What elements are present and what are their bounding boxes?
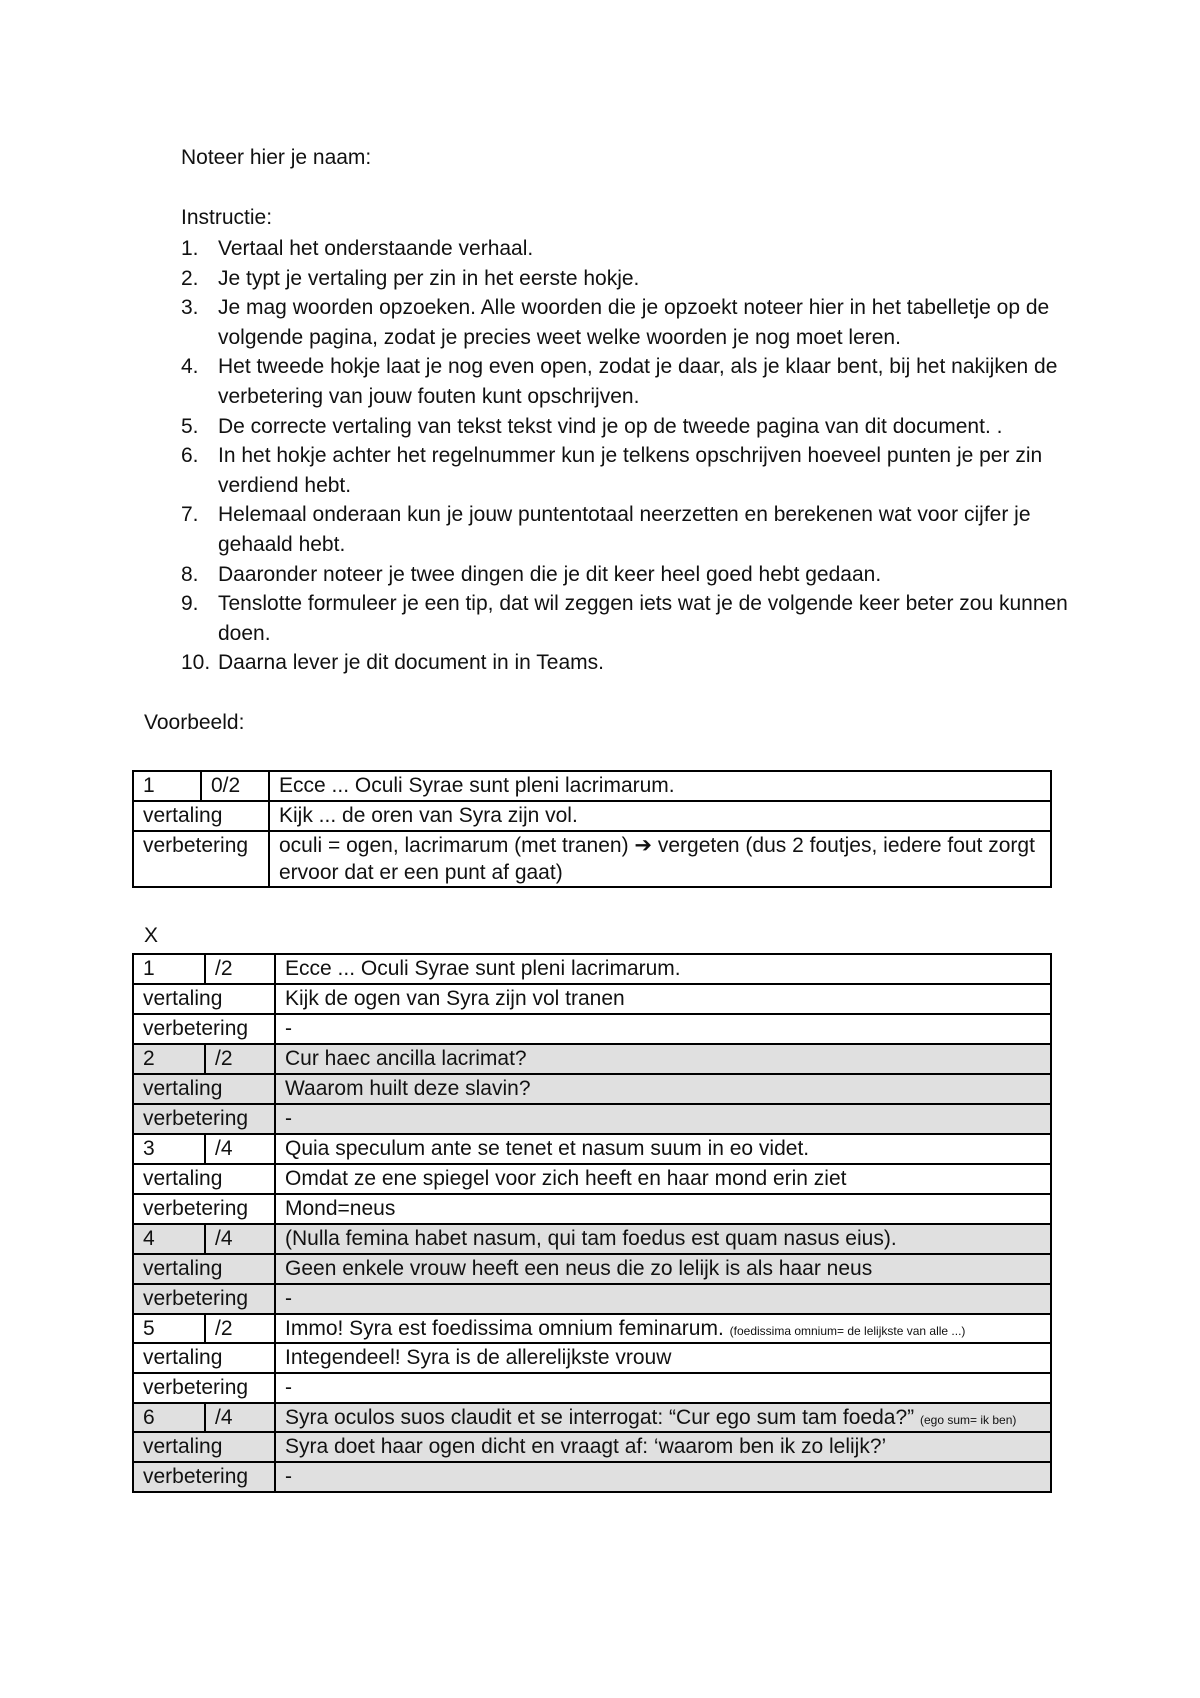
row-label: vertaling (133, 1164, 275, 1194)
latin-sentence: Ecce ... Oculi Syrae sunt pleni lacrimarum. (269, 771, 1051, 801)
list-item (181, 352, 1081, 411)
row-label: verbetering (133, 1284, 275, 1314)
latin-sentence: (Nulla femina habet nasum, qui tam foedus est quam nasus eius). (275, 1224, 1051, 1254)
item-number: 2. (181, 266, 199, 290)
item-number: 4. (181, 355, 199, 379)
sentence-number: 4 (133, 1224, 205, 1254)
item-text: Vertaal het onderstaande verhaal. (218, 237, 534, 260)
score-cell[interactable]: /2 (205, 954, 275, 984)
latin-sentence: Immo! Syra est foedissima omnium feminarum. (285, 1317, 724, 1340)
table-row (133, 1134, 1051, 1164)
table-row (133, 1462, 1051, 1492)
table-row (133, 1343, 1051, 1373)
item-text: Daarna lever je dit document in in Teams. (218, 651, 604, 675)
table-row (133, 1074, 1051, 1104)
translation-cell[interactable]: Syra doet haar ogen dicht en vraagt af: ‘waarom ben ik zo lelijk?’ (275, 1432, 1051, 1462)
table-row (133, 1044, 1051, 1074)
item-text: Het tweede hokje laat je nog even open, zodat je daar, als je klaar bent, bij het nakijken de verbetering van jouw fouten kunt opschrijven. (218, 355, 1058, 408)
correction-cell[interactable]: - (275, 1373, 1051, 1403)
table-row (133, 1403, 1051, 1432)
item-text: Je typt je vertaling per zin in het eerste hokje. (218, 266, 640, 290)
item-number: 5. (181, 414, 199, 438)
score-cell[interactable]: /2 (205, 1314, 275, 1343)
list-item (181, 560, 1081, 590)
row-label: vertaling (133, 801, 269, 831)
translation-cell[interactable]: Kijk de ogen van Syra zijn vol tranen (275, 984, 1051, 1014)
correction-cell[interactable]: Mond=neus (275, 1194, 1051, 1224)
list-item (181, 589, 1081, 648)
row-label: verbetering (133, 1462, 275, 1492)
latin-sentence-cell (275, 1403, 1051, 1432)
table-row (133, 1314, 1051, 1343)
correction-text: oculi = ogen, lacrimarum (met tranen) (279, 834, 629, 857)
latin-sentence: Cur haec ancilla lacrimat? (275, 1044, 1051, 1074)
correction-cell[interactable]: - (275, 1284, 1051, 1314)
list-item (181, 293, 1081, 352)
item-number: 10. (181, 651, 211, 675)
table-row (133, 771, 1051, 801)
sentence-number: 2 (133, 1044, 205, 1074)
example-table (132, 770, 1052, 888)
item-text: Helemaal onderaan kun je jouw puntentotaal neerzetten en berekenen wat voor cijfer je gehaald hebt. (218, 503, 1031, 556)
item-number: 9. (181, 592, 199, 616)
table-row (133, 954, 1051, 984)
list-item (181, 441, 1081, 500)
item-number: 1. (181, 237, 199, 260)
arrow-icon: ➔ (634, 834, 653, 857)
sentence-number: 3 (133, 1134, 205, 1164)
correction-text: vergeten (dus 2 foutjes, iedere fout zorgt ervoor dat er een punt af gaat) (279, 834, 1035, 884)
item-number: 6. (181, 444, 199, 468)
row-label: vertaling (133, 1343, 275, 1373)
table-row (133, 1194, 1051, 1224)
latin-sentence-cell (275, 1314, 1051, 1343)
item-text: In het hokje achter het regelnummer kun je telkens opschrijven hoeveel punten je per zin verdiend hebt. (218, 444, 1043, 497)
table-row (133, 984, 1051, 1014)
row-label: vertaling (133, 1254, 275, 1284)
table-row (133, 1224, 1051, 1254)
row-label: vertaling (133, 1432, 275, 1462)
translation-cell[interactable]: Kijk ... de oren van Syra zijn vol. (269, 801, 1051, 831)
correction-cell[interactable] (269, 831, 1051, 887)
row-label: verbetering (133, 1194, 275, 1224)
list-item (181, 648, 1081, 678)
score-cell[interactable]: /2 (205, 1044, 275, 1074)
list-item (181, 500, 1081, 559)
table-row (133, 1164, 1051, 1194)
latin-sentence: Quia speculum ante se tenet et nasum suum in eo videt. (275, 1134, 1051, 1164)
vocab-note: (foedissima omnium= de lelijkste van alle ...) (729, 1324, 966, 1338)
item-text: Je mag woorden opzoeken. Alle woorden die je opzoekt noteer hier in het tabelletje op de volgende pagina, zodat je precies weet welke woorden je nog moet leren. (218, 296, 1050, 349)
vocab-note: (ego sum= ik ben) (919, 1413, 1017, 1427)
row-label: vertaling (133, 984, 275, 1014)
translation-cell[interactable]: Omdat ze ene spiegel voor zich heeft en haar mond erin ziet (275, 1164, 1051, 1194)
item-text: Daaronder noteer je twee dingen die je dit keer heel goed hebt gedaan. (218, 562, 882, 586)
item-text: Tenslotte formuleer je een tip, dat wil zeggen iets wat je de volgende keer beter zou kunnen doen. (218, 592, 1068, 645)
name-value: X (144, 924, 159, 947)
sentence-number: 1 (133, 954, 205, 984)
latin-sentence: Ecce ... Oculi Syrae sunt pleni lacrimarum. (275, 954, 1051, 984)
item-number: 8. (181, 562, 199, 586)
list-item (181, 264, 1081, 294)
list-item (181, 234, 1081, 264)
item-number: 3. (181, 296, 199, 320)
table-row (133, 1432, 1051, 1462)
instruction-list (181, 234, 1081, 678)
table-row (133, 1014, 1051, 1044)
table-row (133, 801, 1051, 831)
item-number: 7. (181, 503, 199, 527)
translation-cell[interactable]: Integendeel! Syra is de allerelijkste vrouw (275, 1343, 1051, 1373)
translation-cell[interactable]: Waarom huilt deze slavin? (275, 1074, 1051, 1104)
table-row (133, 1284, 1051, 1314)
sentence-number: 6 (133, 1403, 205, 1432)
correction-cell[interactable]: - (275, 1014, 1051, 1044)
row-label: vertaling (133, 1074, 275, 1104)
sentence-number: 5 (133, 1314, 205, 1343)
instruction-title: Instructie: (181, 206, 273, 229)
table-row (133, 1254, 1051, 1284)
sentence-number: 1 (133, 771, 201, 801)
table-row (133, 1104, 1051, 1134)
name-prompt: Noteer hier je naam: (181, 146, 372, 169)
row-label: verbetering (133, 831, 269, 887)
list-item (181, 412, 1081, 442)
score-cell[interactable]: /4 (205, 1134, 275, 1164)
row-label: verbetering (133, 1014, 275, 1044)
score-cell[interactable]: 0/2 (201, 771, 269, 801)
correction-cell[interactable]: - (275, 1104, 1051, 1134)
correction-cell[interactable]: - (275, 1462, 1051, 1492)
item-text: De correcte vertaling van tekst tekst vind je op de tweede pagina van dit document. . (218, 414, 1003, 438)
example-label: Voorbeeld: (144, 711, 245, 734)
translation-table (132, 953, 1052, 1493)
table-row (133, 1373, 1051, 1403)
row-label: verbetering (133, 1104, 275, 1134)
translation-cell[interactable]: Geen enkele vrouw heeft een neus die zo lelijk is als haar neus (275, 1254, 1051, 1284)
score-cell[interactable]: /4 (205, 1224, 275, 1254)
table-row (133, 831, 1051, 887)
score-cell[interactable]: /4 (205, 1403, 275, 1432)
latin-sentence: Syra oculos suos claudit et se interrogat: “Cur ego sum tam foeda?” (285, 1406, 915, 1429)
row-label: verbetering (133, 1373, 275, 1403)
